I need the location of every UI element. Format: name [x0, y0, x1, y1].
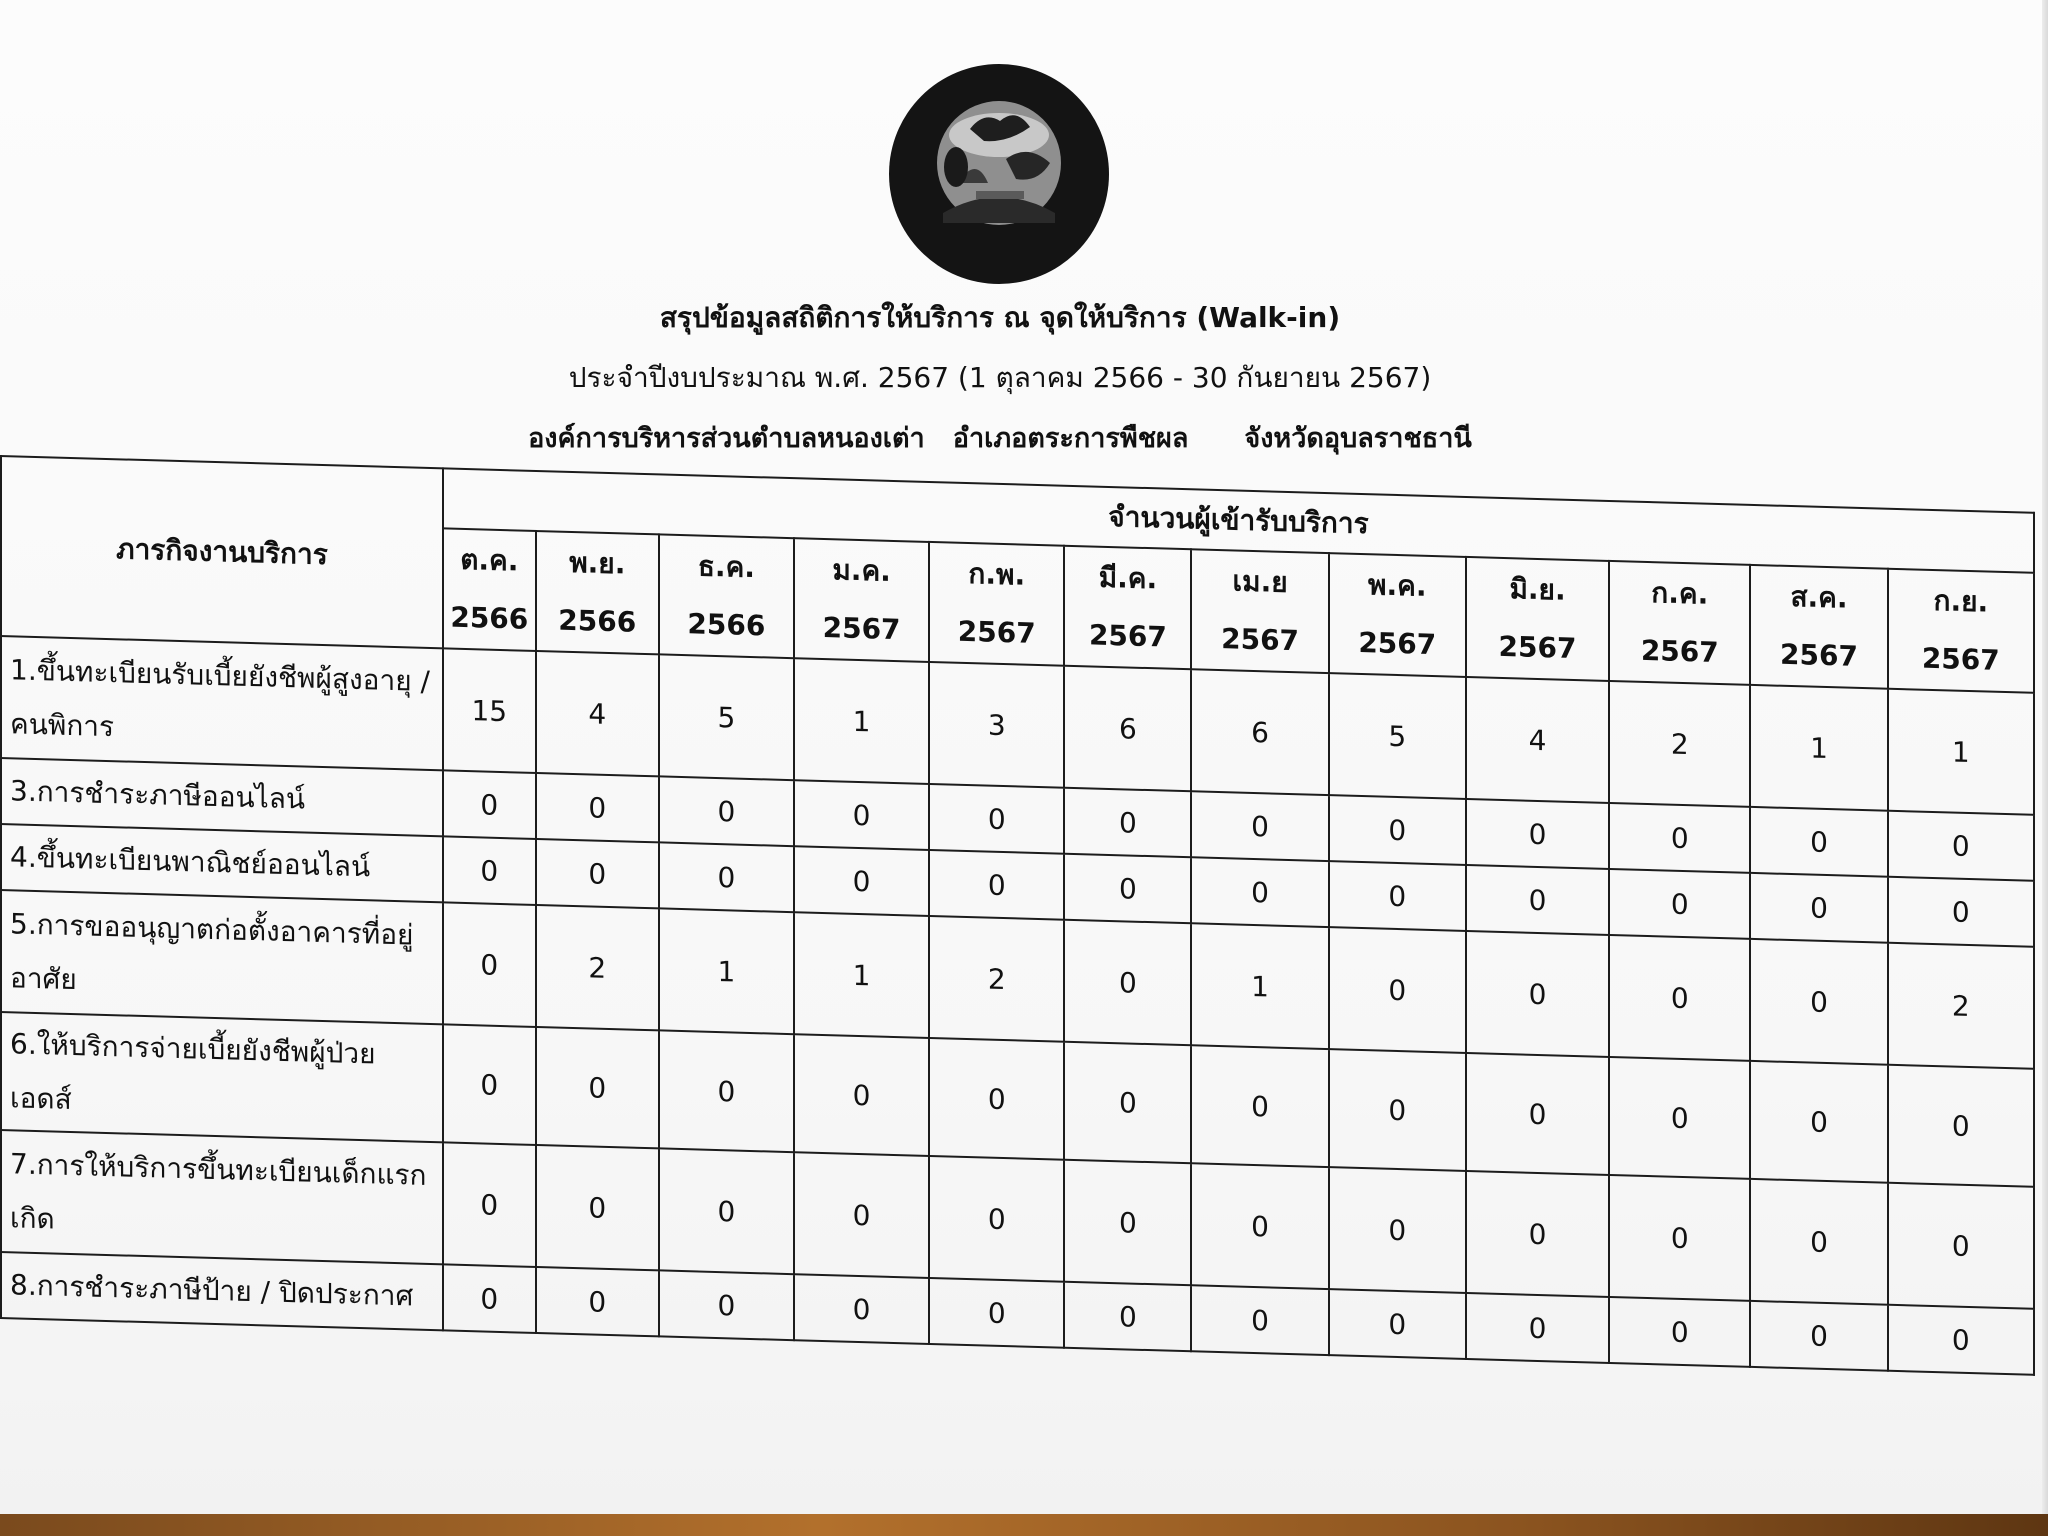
document-title: สรุปข้อมูลสถิติการให้บริการ ณ จุดให้บริการ (Walk-in): [659, 301, 1341, 334]
month-label: พ.ค.: [1368, 568, 1427, 603]
count-cell: 0: [1888, 1305, 2034, 1375]
district-name: อำเภอตระการพืชผล: [952, 423, 1189, 454]
count-cell: 0: [1750, 807, 1887, 877]
count-cell: 0: [1329, 1167, 1466, 1293]
service-column-header: ภารกิจงานบริการ: [1, 456, 443, 648]
count-cell: 0: [1466, 799, 1609, 869]
month-header: [1329, 553, 1466, 677]
count-cell: 4: [536, 651, 659, 776]
year-label: 2567: [1780, 637, 1858, 673]
attendance-group-header: จำนวนผู้เข้ารับบริการ: [443, 468, 2034, 572]
count-cell: 0: [1329, 861, 1466, 931]
count-cell: 0: [929, 1156, 1064, 1282]
count-cell: 1: [659, 908, 794, 1034]
month-label: มิ.ย.: [1509, 572, 1566, 607]
month-header: [443, 528, 536, 651]
count-cell: 0: [1750, 873, 1887, 943]
count-cell: 0: [1329, 927, 1466, 1053]
count-cell: 0: [1466, 1171, 1609, 1297]
count-cell: 0: [929, 850, 1064, 920]
count-cell: 0: [1329, 1289, 1466, 1359]
year-label: 2566: [558, 603, 637, 639]
count-cell: 0: [536, 839, 659, 908]
count-cell: 2: [1609, 681, 1750, 807]
count-cell: 0: [794, 846, 929, 916]
fiscal-period: ประจำปีงบประมาณ พ.ศ. 2567 (1 ตุลาคม 2566 - 30 กันยายน 2567): [568, 361, 1432, 394]
count-cell: 0: [659, 1030, 794, 1152]
service-name-cell: 3.การชำระภาษีออนไลน์: [1, 758, 443, 836]
count-cell: 0: [536, 1027, 659, 1148]
count-cell: 0: [1609, 1057, 1750, 1179]
count-cell: 0: [536, 773, 659, 842]
year-label: 2567: [957, 614, 1036, 650]
count-cell: 0: [536, 1267, 659, 1336]
count-cell: 1: [794, 658, 929, 784]
service-name-cell: 8.การชำระภาษีป้าย / ปิดประกาศ: [1, 1252, 443, 1330]
year-label: 2567: [1498, 629, 1577, 666]
month-label: ก.พ.: [968, 557, 1026, 592]
month-label: เม.ย: [1232, 564, 1288, 599]
count-cell: 0: [659, 842, 794, 912]
count-cell: 0: [1888, 1065, 2034, 1187]
count-cell: 0: [1750, 1061, 1887, 1183]
service-name-cell: 1.ขึ้นทะเบียนรับเบี้ยยังชีพผู้สูงอายุ / คนพิการ: [1, 636, 443, 770]
month-header: [1609, 561, 1750, 685]
count-cell: 2: [1888, 943, 2034, 1069]
month-label: ส.ค.: [1790, 580, 1848, 615]
year-label: 2567: [1221, 622, 1300, 658]
count-cell: 0: [1191, 857, 1328, 927]
count-cell: 2: [929, 916, 1064, 1042]
count-cell: 1: [1888, 689, 2034, 815]
month-label: ธ.ค.: [697, 549, 755, 585]
year-label: 2566: [687, 607, 766, 643]
month-header: [536, 531, 659, 654]
count-cell: 0: [659, 1270, 794, 1340]
service-name-cell: 4.ขึ้นทะเบียนพาณิชย์ออนไลน์: [1, 824, 443, 902]
count-cell: 0: [659, 1148, 794, 1274]
count-cell: 0: [443, 770, 536, 839]
count-cell: 0: [443, 1264, 536, 1333]
month-label: ต.ค.: [460, 542, 519, 578]
organization-line: [0, 416, 2000, 459]
count-cell: 0: [794, 1152, 929, 1278]
count-cell: 6: [1191, 669, 1328, 795]
month-label: ม.ค.: [832, 553, 891, 588]
desk-surface: [0, 1514, 2048, 1536]
count-cell: 0: [443, 836, 536, 905]
count-cell: 0: [1329, 1049, 1466, 1171]
count-cell: 0: [1750, 1179, 1887, 1305]
count-cell: 0: [1750, 1301, 1887, 1371]
count-cell: 0: [1064, 788, 1191, 858]
count-cell: 0: [536, 1145, 659, 1270]
count-cell: 0: [1466, 865, 1609, 935]
count-cell: 0: [1750, 939, 1887, 1065]
count-cell: 0: [1191, 791, 1328, 861]
service-name-cell: 6.ให้บริการจ่ายเบี้ยยังชีพผู้ป่วยเอดส์: [1, 1012, 443, 1142]
count-cell: 0: [794, 1274, 929, 1344]
month-header: [1466, 557, 1609, 681]
year-label: 2567: [1088, 618, 1167, 654]
count-cell: 0: [1888, 877, 2034, 947]
count-cell: 0: [659, 776, 794, 846]
month-label: พ.ย.: [569, 545, 626, 581]
count-cell: 0: [1888, 1183, 2034, 1309]
count-cell: 0: [1466, 931, 1609, 1057]
count-cell: 0: [1064, 1160, 1191, 1286]
count-cell: 5: [659, 654, 794, 780]
service-name-cell: 5.การขออนุญาตก่อตั้งอาคารที่อยู่อาศัย: [1, 890, 443, 1024]
year-label: 2567: [1358, 625, 1437, 662]
count-cell: 0: [1609, 1297, 1750, 1367]
count-cell: 1: [794, 912, 929, 1038]
month-header: [1888, 569, 2034, 693]
count-cell: 0: [794, 1034, 929, 1156]
count-cell: 0: [443, 1142, 536, 1267]
count-cell: 0: [1191, 1163, 1328, 1289]
service-name-cell: 7.การให้บริการขึ้นทะเบียนเด็กแรกเกิด: [1, 1130, 443, 1264]
month-header: [1750, 565, 1887, 689]
page-edge: [2042, 0, 2048, 1514]
province-name: จังหวัดอุบลราชธานี: [1244, 423, 1472, 454]
month-label: มี.ค.: [1098, 560, 1158, 596]
count-cell: 0: [1064, 1282, 1191, 1352]
year-label: 2567: [1921, 641, 2000, 677]
month-header: [929, 542, 1064, 666]
count-cell: 0: [1064, 920, 1191, 1046]
count-cell: 15: [443, 648, 536, 773]
count-cell: 0: [1466, 1053, 1609, 1175]
organization-seal-icon: [888, 63, 1110, 285]
count-cell: 2: [536, 905, 659, 1030]
count-cell: 0: [1466, 1293, 1609, 1363]
count-cell: 4: [1466, 677, 1609, 803]
count-cell: 0: [1609, 1175, 1750, 1301]
count-cell: 1: [1191, 923, 1328, 1049]
month-header: [1191, 549, 1328, 673]
count-cell: 0: [929, 1278, 1064, 1348]
count-cell: 1: [1750, 685, 1887, 811]
count-cell: 0: [929, 784, 1064, 854]
count-cell: 0: [794, 780, 929, 850]
year-label: 2566: [450, 600, 529, 636]
year-label: 2567: [1640, 633, 1719, 670]
count-cell: 0: [1609, 803, 1750, 873]
count-cell: 0: [1191, 1285, 1328, 1355]
count-cell: 0: [443, 1024, 536, 1145]
organization-name: องค์การบริหารส่วนตำบลหนองเต่า: [528, 423, 925, 454]
count-cell: 0: [1064, 1042, 1191, 1164]
statistics-table-wrapper: [0, 455, 2040, 1376]
count-cell: 0: [1888, 811, 2034, 881]
count-cell: 0: [929, 1038, 1064, 1160]
table-body: [1, 636, 2034, 1375]
month-header: [659, 534, 794, 658]
month-header: [1064, 546, 1191, 670]
count-cell: 0: [1064, 854, 1191, 924]
month-label: ก.ย.: [1933, 584, 1989, 619]
year-label: 2567: [822, 610, 901, 647]
count-cell: 0: [443, 902, 536, 1027]
count-cell: 0: [1329, 795, 1466, 865]
count-cell: 0: [1609, 935, 1750, 1061]
count-cell: 0: [1191, 1045, 1328, 1167]
month-label: ก.ค.: [1651, 576, 1709, 611]
count-cell: 6: [1064, 666, 1191, 792]
count-cell: 0: [1609, 869, 1750, 939]
service-statistics-table: [0, 455, 2035, 1376]
count-cell: 5: [1329, 673, 1466, 799]
month-header: [794, 538, 929, 662]
count-cell: 3: [929, 662, 1064, 788]
